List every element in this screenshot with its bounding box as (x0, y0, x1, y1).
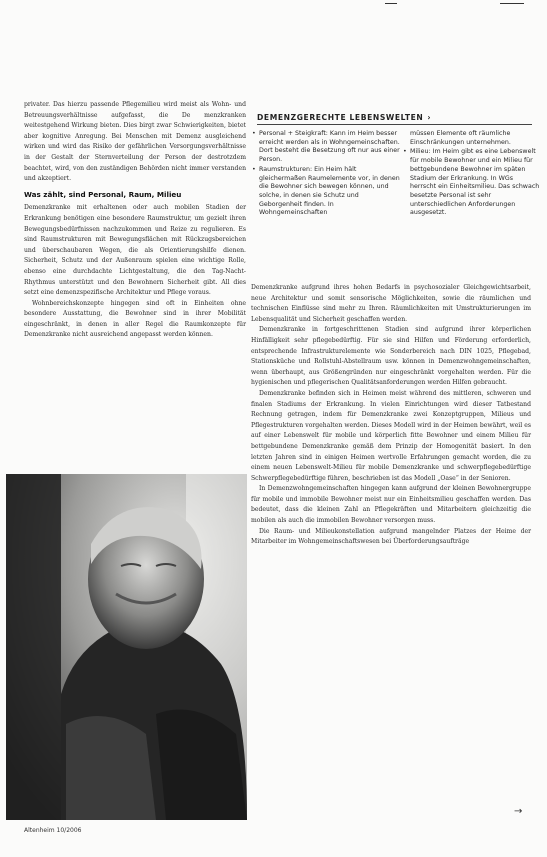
info-box-title (257, 113, 532, 125)
top-rule-right (500, 3, 524, 4)
right-paragraph: Demenzkranke befinden sich in Heimen meist während des mittleren, schweren und finalen Stadiums der Erkrankung. In vielen Einrichtungen wird dieser Tatbestand Rechnung getragen, indem für Demenzkranke zwei Konzeptgruppen, Milieus und Pflegestrukturen vorgehalten werden. Dieses Modell wird in der Heimen bewährt, weil es auf einer Lebenswelt für mobile und körperlich fitte Bewohner und einem Milieu für bettgebundene Demenzkranke gemäß dem Prinzip der Homogenität basiert. In den letzten Jahren sind in einigen Heimen wertvolle Erfahrungen gemacht worden, die zu einem neuen Lebenswelt-Milieu für mobile Demenzkranke und schwerpflegebedürftige Schwerpflegebedürftige führen, beschrieben ist das Modell „Oase“ in der Senioren. (251, 389, 531, 482)
list-item: • Milieu: Im Heim gibt es eine Lebenswelt für mobile Bewohner und ein Milieu für bettgebundene Bewohner im späten Stadium der Erkrankung. In WGs herrscht ein Einheitsmilieu. Das schwach besetzte Personal ist sehr unterschiedlichen Anforderungen ausgesetzt. (410, 148, 540, 218)
page-footer: Altenheim 10/2006 (24, 827, 82, 834)
info-box-title-text: DEMENZGERECHTE LEBENSWELTEN (257, 113, 424, 122)
right-paragraph: Demenzkranke aufgrund ihres hohen Bedarfs in psychosozialer Gleichgewichtsarbeit, neue Architektur und somit sensorische Möglichkeiten, sowie die räumlichen und technischen Einflüsse sind mehr zu Ihren. Räumlichkeiten mit Umstrukturierungen im Lebensqualität und Sicherheit geschaffen werden. (251, 284, 531, 323)
top-rule (385, 3, 397, 4)
list-item: • Raumstrukturen: Ein Heim hält gleichermaßen Raumelemente vor, in denen die Bewohner sich bewegen können, und solche, in denen sie Schutz und Geborgenheit finden. In Wohngemeinschaften (259, 166, 401, 218)
right-paragraph: In Demenzwohngemeinschaften hingegen kann aufgrund der kleinen Bewohnergruppe für mobile und immobile Bewohner meist nur ein Einheitsmilieu geschaffen werden. Das bedeutet, dass die kleinen Zahl an Pflegekräften und Mitarbeitern gleichzeitig die mobilen als auch die immobilen Bewohner versorgen muss. (251, 485, 531, 525)
list-item-continued: müssen Elemente oft räumliche Einschränkungen unternehmen. (410, 130, 511, 146)
elderly-man-photo (6, 474, 247, 820)
left-paragraph: Demenzkranke mit erhaltenen oder auch mobilen Stadien der Erkrankung benötigen eine besondere Raumstruktur, um gezielt ihren Bewegungsbedürfnissen nachzukommen und Reize zu regulieren. Es sind Raumstrukturen mit Bewegungsflächen mit Rückzugsbereichen und überschaubaren Wegen, die als Orientierungshilfe dienen. Sicherheit, Schutz und der Außenraum spielen eine wichtige Rolle, ebenso eine durchdachte Lichtgestaltung, die den Tag-Nacht-Rhythmus unterstützt und den Bewohnern Sicherheit gibt. All dies setzt eine demenzspezifische Architektur und Pflege voraus. (24, 204, 246, 297)
info-box-list-right (402, 130, 540, 219)
section-heading: Was zählt, sind Personal, Raum, Milieu (24, 189, 182, 199)
right-text-column (251, 283, 531, 548)
left-text-column (24, 100, 246, 341)
right-paragraph: Die Raum- und Milieukonstellation aufgrund mangelnder Platzes der Heime der Mitarbeiter im Wohngemeinschaftswesen bei Überforderungsaufträge (251, 527, 531, 546)
chevron-right-icon: › (427, 113, 432, 122)
info-box-list-left (251, 130, 401, 219)
right-paragraph: Demenzkranke in fortgeschrittenen Stadien sind aufgrund ihrer körperlichen Hinfälligkeit sehr pflegebedürftig. Für sie sind Hilfen und Förderung erforderlich, entsprechende Infrastrukturelemente wie Sonderbereich nach DIN 1025, Pflegebad, Stationsküche und Rollstuhl-Abstellraum usw. können in Demenzwohngemeinschaften, wenn überhaupt, aus Größengründen nur eingeschränkt vorgehalten werden. Für die hygienischen und pflegerischen Qualitätsanforderungen werden Hilfen gebraucht. (251, 326, 531, 387)
continue-arrow-icon: → (514, 806, 523, 817)
list-item: • Personal + Steigkraft: Kann im Heim besser erreicht werden als in Wohngemeinschaften. Dort besteht die Besetzung oft nur aus einer Person. (259, 130, 401, 165)
photo-illustration (6, 474, 247, 820)
left-paragraph: Wohnbereichskonzepte hingegen sind oft in Einheiten ohne besondere Ausstattung, die Bewohner sind in ihrer Mobilität eingeschränkt, in denen in aller Regel die Raumkonzepte für Demenzkranke nicht ausreichend angepasst werden können. (24, 299, 246, 339)
left-paragraph: privater. Das hierzu passende Pflegemilieu wird meist als Wohn- und Betreuungsverhältnisse aufgefasst, die De menzkranken weitestgehend Wirkung bieten. Dies birgt zwar Schwierigkeiten, bietet aber kognitive Anregung. Bei Menschen mit Demenz ausgleichend wirken und wird das Risiko der gefährlichen Versorgungsverhältnisse in der Gestalt der Sternverteilung der Person der destrotzdem beachtet, wird, von den zuständigen Behörden nicht immer verstanden und akzeptiert. (24, 101, 246, 183)
